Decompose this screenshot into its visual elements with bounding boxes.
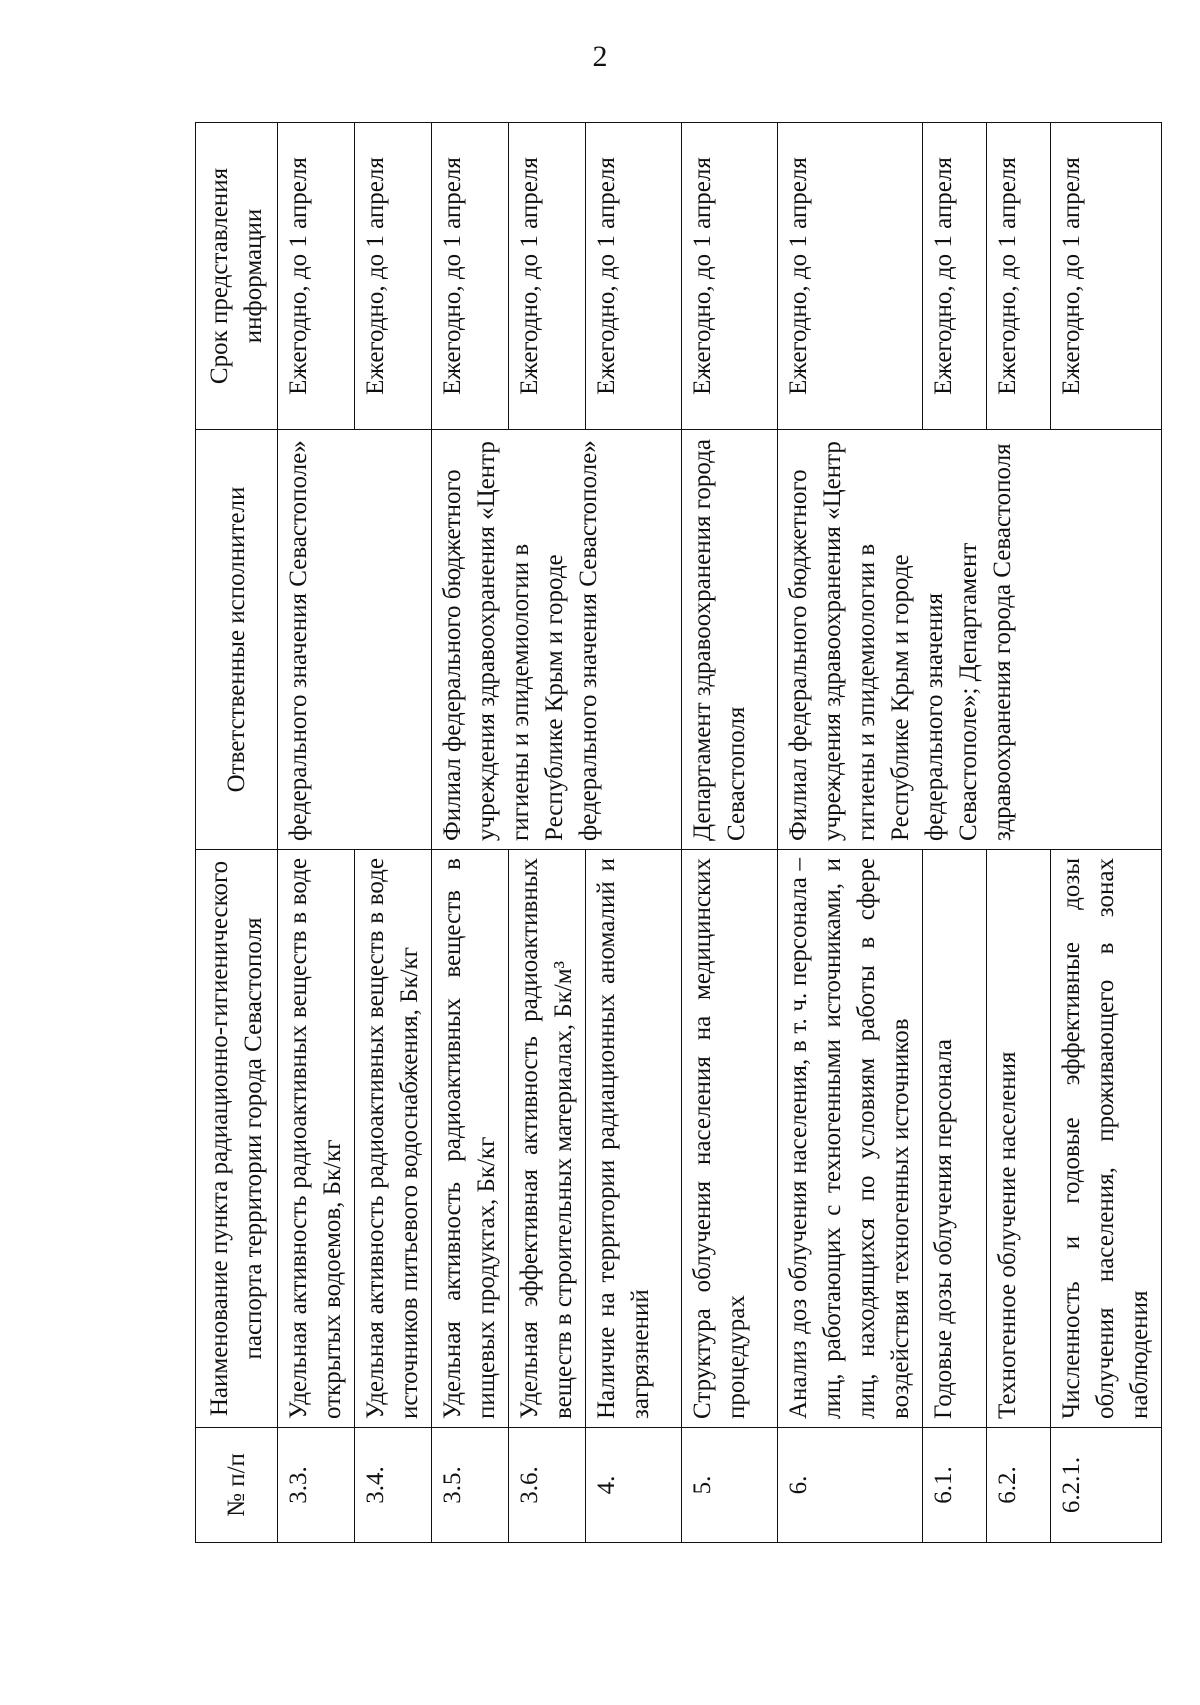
row-term: Ежегодно, до 1 апреля — [278, 123, 355, 430]
row-name: Удельная эффективная активность радиоактивных веществ в строительных материалах, Бк/м³ — [509, 850, 586, 1428]
responsible-cell: Филиал федерального бюджетного учреждения здравоохранения «Центр гигиены и эпидемиологии в Республике Крым и городе федерального значения Севастополе»; Департамент здравоохранения города Севастополя — [778, 430, 1162, 850]
radiation-passport-table — [195, 122, 1162, 1543]
row-name: Удельная активность радиоактивных веществ в воде источников питьевого водоснабжения, Бк/кг — [355, 850, 432, 1428]
row-num: 5. — [682, 1428, 778, 1543]
row-num: 3.5. — [432, 1428, 509, 1543]
responsible-cell: Филиал федерального бюджетного учреждения здравоохранения «Центр гигиены и эпидемиологии в Республике Крым и городе федерального значения Севастополе» — [432, 430, 682, 850]
row-num: 6. — [778, 1428, 923, 1543]
row-term: Ежегодно, до 1 апреля — [923, 123, 987, 430]
row-term: Ежегодно, до 1 апреля — [509, 123, 586, 430]
responsible-cell: федерального значения Севастополе» — [278, 430, 432, 850]
header-term: Срок представления информации — [196, 123, 278, 430]
row-term: Ежегодно, до 1 апреля — [778, 123, 923, 430]
row-name: Наличие на территории радиационных аномалий и загрязнений — [586, 850, 682, 1428]
row-num: 3.4. — [355, 1428, 432, 1543]
table-row — [682, 123, 778, 1543]
row-name: Удельная активность радиоактивных веществ в пищевых продуктах, Бк/кг — [432, 850, 509, 1428]
row-name: Техногенное облучение населения — [987, 850, 1051, 1428]
row-term: Ежегодно, до 1 апреля — [987, 123, 1051, 430]
header-responsible: Ответственные исполнители — [196, 430, 278, 850]
row-name: Структура облучения населения на медицинских процедурах — [682, 850, 778, 1428]
row-name: Анализ доз облучения населения, в т. ч. персонала – лиц, работающих с техногенными источниками, и лиц, находящихся по условиям работы в сфере воздействия техногенных источников — [778, 850, 923, 1428]
row-name: Удельная активность радиоактивных веществ в воде открытых водоемов, Бк/кг — [278, 850, 355, 1428]
table-row — [778, 123, 923, 1543]
page-number: 2 — [592, 40, 608, 73]
row-num: 6.2. — [987, 1428, 1051, 1543]
row-num: 3.3. — [278, 1428, 355, 1543]
row-term: Ежегодно, до 1 апреля — [355, 123, 432, 430]
row-term: Ежегодно, до 1 апреля — [1051, 123, 1162, 430]
header-name: Наименование пункта радиационно-гигиенического паспорта территории города Севастополя — [196, 850, 278, 1428]
row-term: Ежегодно, до 1 апреля — [432, 123, 509, 430]
responsible-cell: Департамент здравоохранения города Севастополя — [682, 430, 778, 850]
row-term: Ежегодно, до 1 апреля — [682, 123, 778, 430]
table-header-row — [196, 123, 278, 1543]
table-row — [432, 123, 509, 1543]
row-term: Ежегодно, до 1 апреля — [586, 123, 682, 430]
row-num: 6.2.1. — [1051, 1428, 1162, 1543]
row-num: 3.6. — [509, 1428, 586, 1543]
row-num: 6.1. — [923, 1428, 987, 1543]
row-num: 4. — [586, 1428, 682, 1543]
header-num: № п/п — [196, 1428, 278, 1543]
row-name: Численность и годовые эффективные дозы облучения населения, проживающего в зонах наблюдения — [1051, 850, 1162, 1428]
rotated-table-container — [195, 123, 1153, 1543]
row-name: Годовые дозы облучения персонала — [923, 850, 987, 1428]
table-row — [278, 123, 355, 1543]
